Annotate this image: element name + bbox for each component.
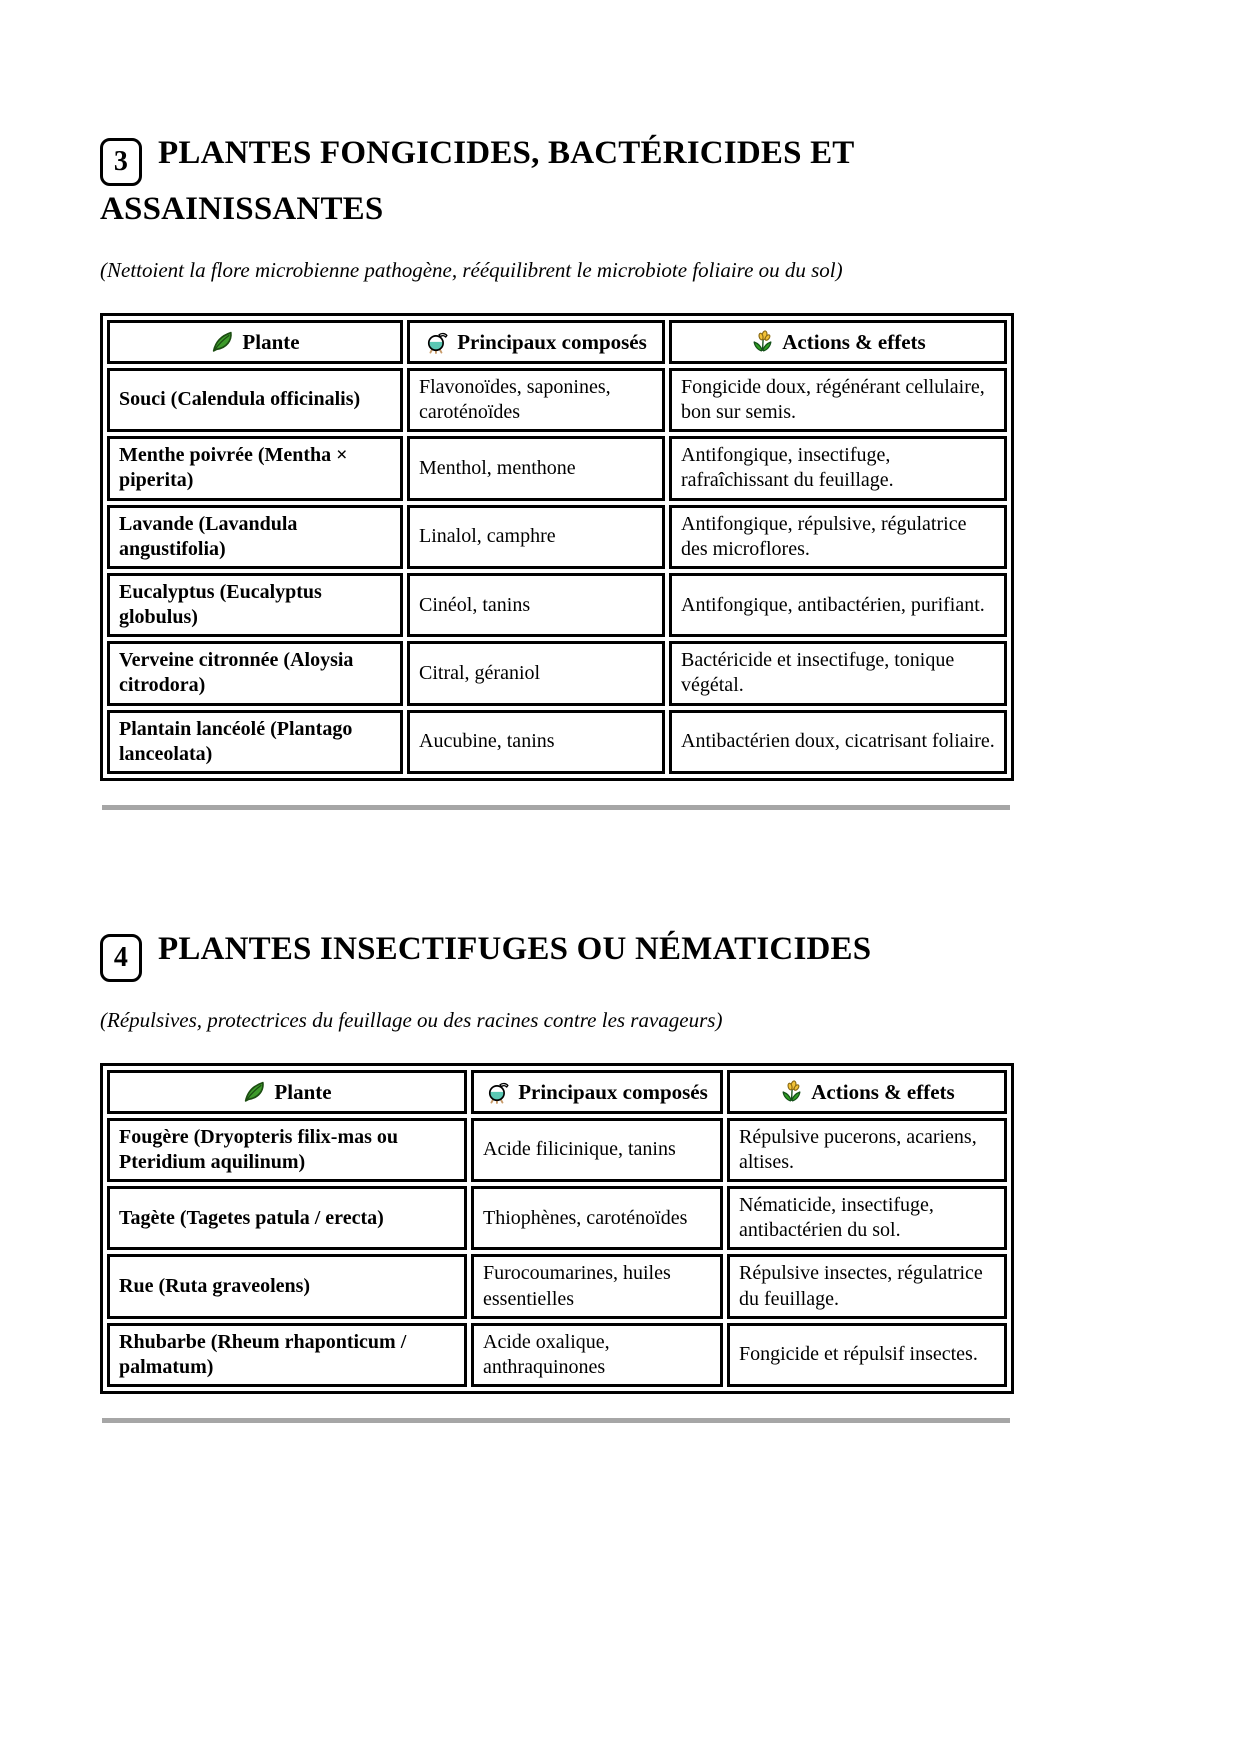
cell-plante: Rhubarbe (Rheum rhaponticum / palmatum): [107, 1323, 467, 1387]
cell-plante: Rue (Ruta graveolens): [107, 1254, 467, 1318]
section-divider: [102, 805, 1010, 810]
section-insectifuges: [100, 926, 1241, 1423]
cell-composes: Furocoumarines, huiles essentielles: [471, 1254, 723, 1318]
cell-plante: Verveine citronnée (Aloysia citrodora): [107, 641, 403, 705]
plants-table-fongicides: [100, 313, 1014, 781]
cell-composes: Cinéol, tanins: [407, 573, 665, 637]
section-subtitle: (Répulsives, protectrices du feuillage ou des racines contre les ravageurs): [100, 1007, 723, 1032]
cell-composes: Citral, géraniol: [407, 641, 665, 705]
cell-actions: Fongicide et répulsif insectes.: [727, 1323, 1007, 1387]
cell-actions: Nématicide, insectifuge, antibactérien du sol.: [727, 1186, 1007, 1250]
cell-actions: Antifongique, répulsive, régulatrice des microflores.: [669, 505, 1007, 569]
cell-actions: Fongicide doux, régénérant cellulaire, bon sur semis.: [669, 368, 1007, 432]
column-header-actions: [727, 1070, 1007, 1114]
cell-plante: Lavande (Lavandula angustifolia): [107, 505, 403, 569]
table-row: [107, 1254, 1007, 1318]
section-heading: [100, 926, 1020, 982]
cell-actions: Antibactérien doux, cicatrisant foliaire.: [669, 710, 1007, 774]
table-row: [107, 641, 1007, 705]
cell-actions: Antifongique, antibactérien, purifiant.: [669, 573, 1007, 637]
table-row: [107, 1186, 1007, 1250]
cell-composes: Aucubine, tanins: [407, 710, 665, 774]
cell-composes: Linalol, camphre: [407, 505, 665, 569]
column-header-label: Plante: [274, 1079, 332, 1104]
cell-actions: Antifongique, insectifuge, rafraîchissant du feuillage.: [669, 436, 1007, 500]
leaf-icon: [242, 1079, 267, 1104]
cell-composes: Menthol, menthone: [407, 436, 665, 500]
table-row: [107, 1323, 1007, 1387]
section-title: PLANTES INSECTIFUGES OU NÉMATICIDES: [158, 931, 872, 968]
column-header-label: Principaux composés: [457, 329, 647, 354]
column-header-label: Principaux composés: [518, 1079, 708, 1104]
cell-plante: Plantain lancéolé (Plantago lanceolata): [107, 710, 403, 774]
column-header-actions: [669, 320, 1007, 364]
sheaf-icon: [750, 329, 775, 354]
cell-plante: Menthe poivrée (Mentha × piperita): [107, 436, 403, 500]
cell-plante: Tagète (Tagetes patula / erecta): [107, 1186, 467, 1250]
plants-table-insectifuges: [100, 1063, 1014, 1395]
column-header-label: Plante: [242, 329, 300, 354]
column-header-composes: [471, 1070, 723, 1114]
section-subtitle: (Nettoient la flore microbienne pathogène, rééquilibrent le microbiote foliaire ou du sol): [100, 257, 843, 282]
cell-composes: Acide oxalique, anthraquinones: [471, 1323, 723, 1387]
section-number-badge: 4: [100, 934, 142, 982]
alembic-icon: [425, 329, 450, 354]
table-row: [107, 573, 1007, 637]
column-header-plante: [107, 1070, 467, 1114]
cell-composes: Thiophènes, caroténoïdes: [471, 1186, 723, 1250]
cell-actions: Répulsive pucerons, acariens, altises.: [727, 1118, 1007, 1182]
table-row: [107, 505, 1007, 569]
section-number-badge: 3: [100, 138, 142, 186]
cell-plante: Fougère (Dryopteris filix-mas ou Pteridium aquilinum): [107, 1118, 467, 1182]
section-heading: [100, 130, 1020, 232]
sheaf-icon: [779, 1079, 804, 1104]
cell-composes: Acide filicinique, tanins: [471, 1118, 723, 1182]
section-title: PLANTES FONGICIDES, BACTÉRICIDES ET ASSAINISSANTES: [100, 135, 854, 227]
header-row: [107, 1070, 1007, 1114]
header-row: [107, 320, 1007, 364]
table-row: [107, 368, 1007, 432]
column-header-composes: [407, 320, 665, 364]
section-divider: [102, 1418, 1010, 1423]
column-header-label: Actions & effets: [782, 329, 926, 354]
cell-actions: Bactéricide et insectifuge, tonique végétal.: [669, 641, 1007, 705]
cell-plante: Eucalyptus (Eucalyptus globulus): [107, 573, 403, 637]
column-header-plante: [107, 320, 403, 364]
column-header-label: Actions & effets: [811, 1079, 955, 1104]
cell-plante: Souci (Calendula officinalis): [107, 368, 403, 432]
table-row: [107, 436, 1007, 500]
leaf-icon: [210, 329, 235, 354]
cell-composes: Flavonoïdes, saponines, caroténoïdes: [407, 368, 665, 432]
table-row: [107, 1118, 1007, 1182]
section-fongicides: [100, 130, 1241, 810]
table-row: [107, 710, 1007, 774]
cell-actions: Répulsive insectes, régulatrice du feuillage.: [727, 1254, 1007, 1318]
alembic-icon: [486, 1079, 511, 1104]
